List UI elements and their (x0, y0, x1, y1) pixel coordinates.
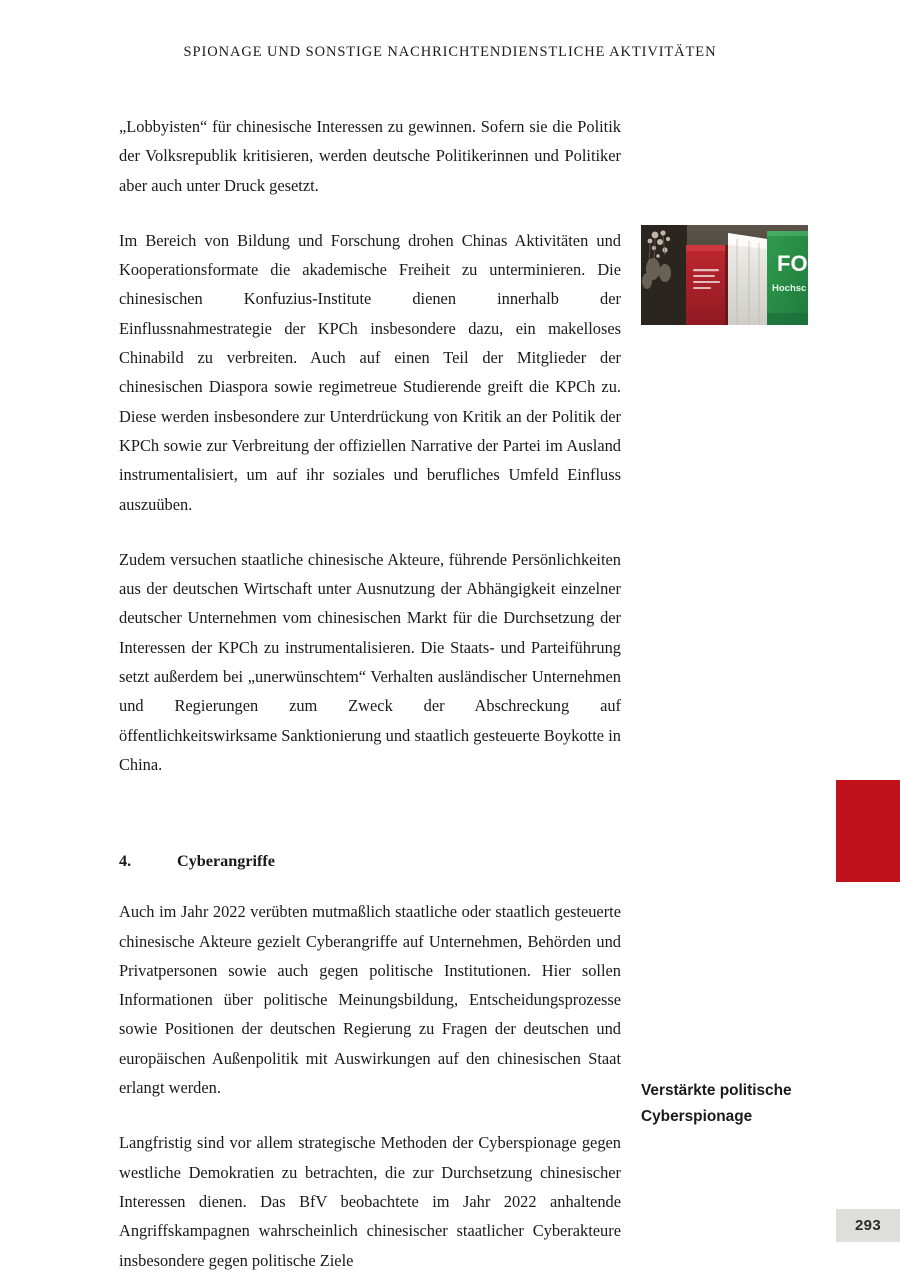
paragraph: Im Bereich von Bildung und Forschung drohen Chinas Aktivitäten und Kooperationsformate die akademische Freiheit zu unterminieren. Die chinesischen Konfuzius-Institute dienen innerhalb der Einflussnahmestrategie der KPCh insbesondere dazu, ein makelloses Chinabild zu verbreiten. Auch auf einen Teil der Mitglieder der chinesischen Diaspora sowie regimetreue Studierende greift die KPCh zu. Diese werden insbesondere zur Unterdrückung von Kritik an der Politik der KPCh sowie zur Verbreitung der offiziellen Narrative der Partei im Ausland instrumentalisiert, um auf ihr soziales und berufliches Umfeld Einfluss auszuüben. (119, 230, 621, 514)
paragraph: Auch im Jahr 2022 verübten mutmaßlich staatliche oder staatlich gesteuerte chinesische Akteure gezielt Cyberangriffe auf Unternehmen, Behörden und Privatpersonen sowie auch gegen politische Institutionen. Hier sollen Informationen über politische Meinungsbildung, Entscheidungsprozesse sowie Positionen der deutschen Regierung zu Fragen der deutschen und europäischen Außenpolitik mit Auswirkungen auf den chinesischen Staat erlangt werden. (119, 902, 621, 1098)
section-heading (119, 849, 621, 873)
margin-note-line-1: Verstärkte politische (641, 1082, 792, 1099)
running-head: SPIONAGE UND SONSTIGE NACHRICHTENDIENSTLICHE AKTIVITÄTEN (183, 44, 717, 60)
page-number: 293 (836, 1209, 900, 1242)
margin-note-line-2: Cyberspionage (641, 1107, 753, 1125)
paragraph: Langfristig sind vor allem strategische Methoden der Cyberspionage gegen westliche Demokratien zu betrachten, die zur Durchsetzung chinesischer Interessen dienen. Das BfV beobachtete im Jahr 2022 anhaltende Angriffskampagnen wahrscheinlich chinesischer staatlicher Cyberakteure insbesondere gegen politische Ziele (119, 1133, 621, 1270)
figure-image (641, 225, 808, 325)
main-text-column (119, 112, 621, 1275)
spacer (119, 805, 621, 813)
chapter-color-marker (836, 780, 900, 882)
section-title: Cyberangriffe (177, 852, 275, 871)
section-number: 4. (119, 852, 132, 871)
svg-text:Hochsc: Hochsc (772, 283, 807, 294)
margin-note (641, 1078, 841, 1129)
paragraph: Zudem versuchen staatliche chinesische Akteure, führende Persönlichkeiten aus der deutschen Wirtschaft unter Ausnutzung der Abhängigkeit einzelner deutscher Unternehmen vom chinesischen Markt für die Durchsetzung der Interessen der KPCh zu instrumentalisieren. Die Staats- und Parteiführung setzt außerdem bei „unerwünschtem“ Verhalten ausländischer Unternehmen und Regierungen zum Zweck der Abschreckung auf öffentlichkeitswirksame Sanktionierung und staatlich gesteuerte Boykotte in China. (119, 549, 621, 774)
svg-text:FO: FO (777, 251, 808, 276)
paragraph: „Lobbyisten“ für chinesische Interessen zu gewinnen. Sofern sie die Politik der Volksrepublik kritisieren, werden deutsche Politikerinnen und Politiker aber auch unter Druck gesetzt. (119, 117, 621, 195)
